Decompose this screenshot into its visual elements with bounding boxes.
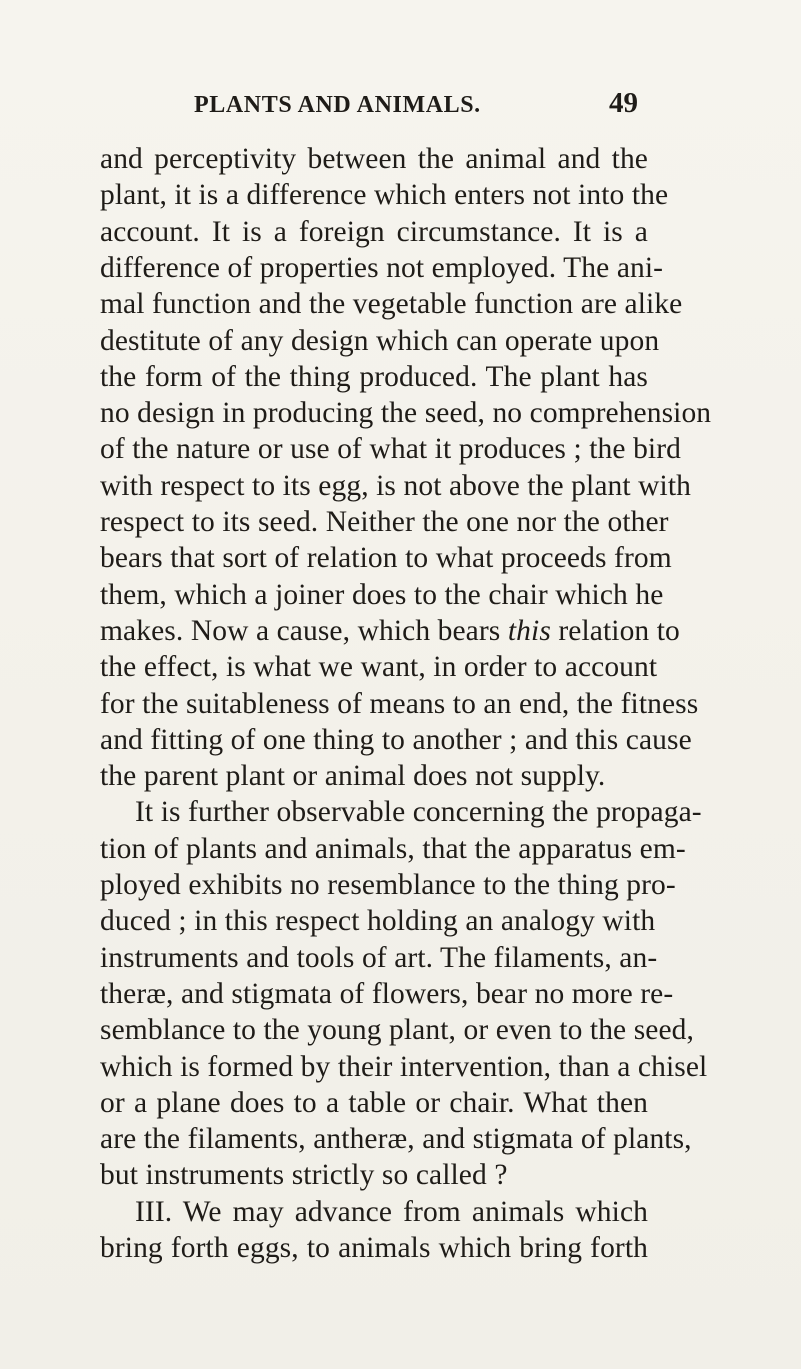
text-line: instruments and tools of art. The filaments, an- bbox=[100, 941, 658, 974]
text-line: and fitting of one thing to another ; and this cause bbox=[100, 723, 692, 756]
body-text bbox=[0, 140, 801, 1320]
text-line: account. It is a foreign circumstance. It is a bbox=[100, 215, 648, 248]
text-line: them, which a joiner does to the chair which he bbox=[100, 578, 664, 611]
text-line: or a plane does to a table or chair. What then bbox=[100, 1086, 648, 1119]
text-line: bears that sort of relation to what proceeds from bbox=[100, 542, 672, 575]
running-head-title: PLANTS AND ANIMALS. bbox=[194, 92, 481, 118]
italic-word: this bbox=[507, 614, 551, 647]
text-line: no design in producing the seed, no comprehension bbox=[100, 397, 712, 430]
text-line-with-italic bbox=[100, 612, 680, 650]
paragraph-end-line: the parent plant or animal does not supply. bbox=[100, 760, 606, 793]
section-start-line: III. We may advance from animals which bbox=[135, 1195, 648, 1228]
text-line: which is formed by their intervention, than a chisel bbox=[100, 1050, 708, 1083]
text-line: of the nature or use of what it produces ; the bird bbox=[100, 433, 681, 466]
text-line: theræ, and stigmata of flowers, bear no more re- bbox=[100, 977, 674, 1010]
text-line: the form of the thing produced. The plant has bbox=[100, 360, 648, 393]
text-line: destitute of any design which can operate upon bbox=[100, 324, 660, 357]
line-segment: relation to bbox=[550, 614, 680, 647]
text-line: bring forth eggs, to animals which bring forth bbox=[100, 1232, 648, 1264]
text-line: mal function and the vegetable function are alike bbox=[100, 288, 683, 321]
paragraph-end-line: but instruments strictly so called ? bbox=[100, 1159, 508, 1192]
text-line: semblance to the young plant, or even to the seed, bbox=[100, 1014, 695, 1047]
paragraph-start-line: It is further observable concerning the propaga- bbox=[135, 796, 702, 829]
text-line: and perceptivity between the animal and the bbox=[100, 143, 648, 175]
page-number: 49 bbox=[609, 87, 638, 119]
text-line: tion of plants and animals, that the apparatus em- bbox=[100, 832, 686, 865]
text-line: for the suitableness of means to an end, the fitness bbox=[100, 687, 699, 720]
text-line: difference of properties not employed. The ani- bbox=[100, 251, 664, 284]
text-line: with respect to its egg, is not above the plant with bbox=[100, 469, 691, 502]
text-line: plant, it is a difference which enters not into the bbox=[100, 179, 669, 212]
text-line: ployed exhibits no resemblance to the thing pro- bbox=[100, 869, 676, 901]
text-line: are the filaments, antheræ, and stigmata of plants, bbox=[100, 1123, 692, 1156]
text-line: respect to its seed. Neither the one nor the other bbox=[100, 506, 669, 538]
text-line: the effect, is what we want, in order to account bbox=[100, 651, 658, 684]
text-line: duced ; in this respect holding an analogy with bbox=[100, 905, 656, 938]
running-head bbox=[0, 84, 801, 124]
line-segment: makes. Now a cause, which bears bbox=[100, 614, 508, 647]
